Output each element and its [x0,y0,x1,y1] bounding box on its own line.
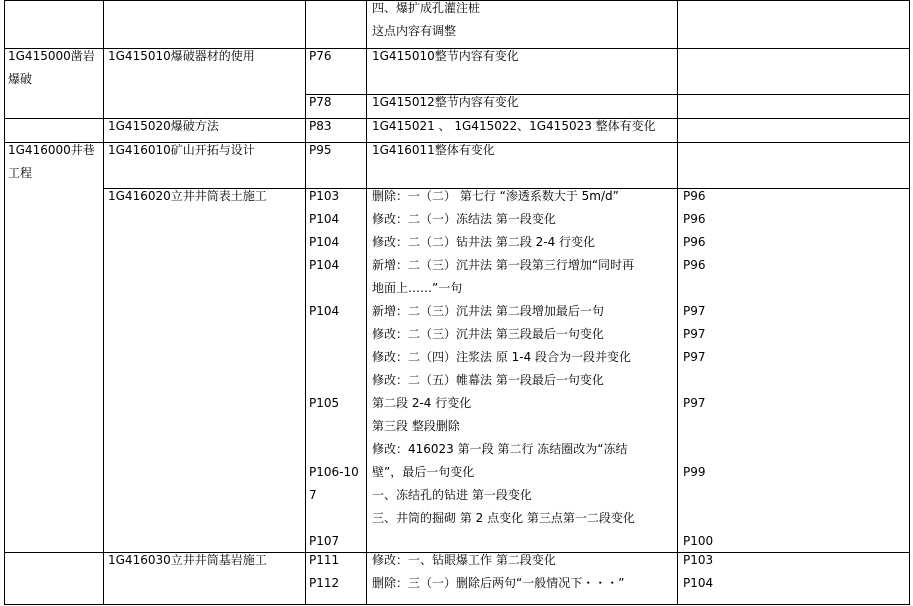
cell-col5-line: P97 [683,327,706,341]
cell-col3-line: 7 [309,488,317,502]
cell-col4-line: 这点内容有调整 [372,24,457,38]
row-border [305,0,367,1]
column-border [4,142,5,189]
column-border [677,188,678,553]
cell-col3-line: P106-10 [309,465,359,479]
cell-col5-line: P97 [683,304,706,318]
cell-col3-line: P104 [309,258,340,272]
cell-col3-line: P104 [309,304,340,318]
cell-col4-line: 修改：二（四）注浆法 原 1-4 段合为一段并变化 [372,350,632,364]
cell-col3-line: P83 [309,119,332,133]
column-border [305,94,306,119]
cell-col3-line: P104 [309,212,340,226]
column-border [366,48,367,95]
column-border [909,48,910,95]
column-border [103,0,104,49]
cell-col4-line: 修改：二（三）沉井法 第三段最后一句变化 [372,327,604,341]
cell-col5-line: P104 [683,576,714,590]
row-border [4,552,104,553]
column-border [909,552,910,605]
table-bottom-border [4,604,910,605]
column-border [4,118,5,143]
column-border [4,552,5,605]
row-border [677,188,910,189]
cell-col2-line: 1G415020爆破方法 [108,119,219,133]
cell-col4-line: 修改：一、钻眼爆工作 第二段变化 [372,553,556,567]
row-border [677,142,910,143]
cell-col4-line: 1G415010整节内容有变化 [372,49,519,63]
column-border [677,118,678,143]
cell-col4-line: 修改：416023 第一段 第二行 冻结圈改为“冻结 [372,442,628,456]
cell-col5-line: P97 [683,350,706,364]
cell-col5-line: P96 [683,212,706,226]
column-border [4,48,5,95]
column-border [103,142,104,189]
cell-col4-line: 一、冻结孔的钻进 第一段变化 [372,488,532,502]
column-border [366,552,367,605]
cell-col5-line: P96 [683,235,706,249]
cell-col5-line: P96 [683,189,706,203]
cell-col2-line: 1G415010爆破器材的使用 [108,49,255,63]
column-border [909,118,910,143]
cell-col4-line: 壁”，最后一句变化 [372,465,475,479]
cell-col4-line: 1G415021 、 1G415022、1G415023 整体有变化 [372,119,656,133]
column-border [103,94,104,119]
column-border [305,0,306,49]
cell-col3-line: P78 [309,95,332,109]
cell-col3-line: P76 [309,49,332,63]
column-border [366,0,367,49]
cell-col3-line: P103 [309,189,340,203]
cell-col4-line: 第三段 整段删除 [372,419,460,433]
cell-col2-line: 1G416020立井井筒表土施工 [108,189,267,203]
cell-col5-line: P100 [683,534,714,548]
column-border [4,188,5,553]
cell-col4-line: 三、井筒的掘砌 第 2 点变化 第三点第一二段变化 [372,511,635,525]
cell-col3-line: P111 [309,553,340,567]
column-border [677,48,678,95]
cell-col5-line: P99 [683,465,706,479]
cell-col5-line: P97 [683,396,706,410]
cell-col1-line: 1G416000井巷 [8,143,95,157]
cell-col4-line: 新增：二（三）沉井法 第二段增加最后一句 [372,304,604,318]
cell-col3-line: P112 [309,576,340,590]
column-border [366,142,367,189]
row-border [4,118,104,119]
cell-col3-line: P95 [309,143,332,157]
cell-col1-line: 爆破 [8,72,33,86]
column-border [103,552,104,605]
cell-col4-line: 第二段 2-4 行变化 [372,396,472,410]
column-border [305,48,306,95]
row-border [677,94,910,95]
column-border [909,188,910,553]
row-border [677,118,910,119]
cell-col4-line: 地面上……”一句 [372,281,463,295]
cell-col2-line: 1G416010矿山开拓与设计 [108,143,255,157]
cell-col4-line: 删除：三（一）删除后两句“一般情况下・・・” [372,576,625,590]
cell-col5-line: P96 [683,258,706,272]
row-border [677,48,910,49]
column-border [366,188,367,553]
column-border [677,142,678,189]
column-border [4,94,5,119]
cell-col2-line: 1G416030立井井筒基岩施工 [108,553,267,567]
column-border [909,0,910,49]
column-border [305,188,306,553]
cell-col4-line: 修改：二（二）钻井法 第二段 2-4 行变化 [372,235,596,249]
change-table [4,0,909,604]
cell-col4-line: 四、爆扩成孔灌注桩 [372,1,481,15]
row-border [677,0,910,1]
cell-col3-line: P105 [309,396,340,410]
row-border [4,0,104,1]
cell-col1-line: 工程 [8,166,33,180]
column-border [677,552,678,605]
cell-col1-line: 1G415000凿岩 [8,49,95,63]
cell-col3-line: P104 [309,235,340,249]
column-border [305,552,306,605]
cell-col5-line: P103 [683,553,714,567]
column-border [909,142,910,189]
column-border [103,188,104,553]
column-border [305,118,306,143]
column-border [909,94,910,119]
column-border [103,118,104,143]
column-border [366,118,367,143]
column-border [4,0,5,49]
cell-col4-line: 1G416011整体有变化 [372,143,495,157]
cell-col4-line: 删除：一（二） 第七行 “渗透系数大于 5m/d” [372,189,619,203]
cell-col4-line: 修改：二（五）帷幕法 第一段最后一句变化 [372,373,604,387]
column-border [366,94,367,119]
cell-col3-line: P107 [309,534,340,548]
column-border [305,142,306,189]
column-border [103,48,104,95]
column-border [677,0,678,49]
cell-col4-line: 新增：二（三）沉井法 第一段第三行增加“同时再 [372,258,635,272]
row-border [103,0,306,1]
cell-col4-line: 修改：二（一）冻结法 第一段变化 [372,212,556,226]
cell-col4-line: 1G415012整节内容有变化 [372,95,519,109]
column-border [677,94,678,119]
